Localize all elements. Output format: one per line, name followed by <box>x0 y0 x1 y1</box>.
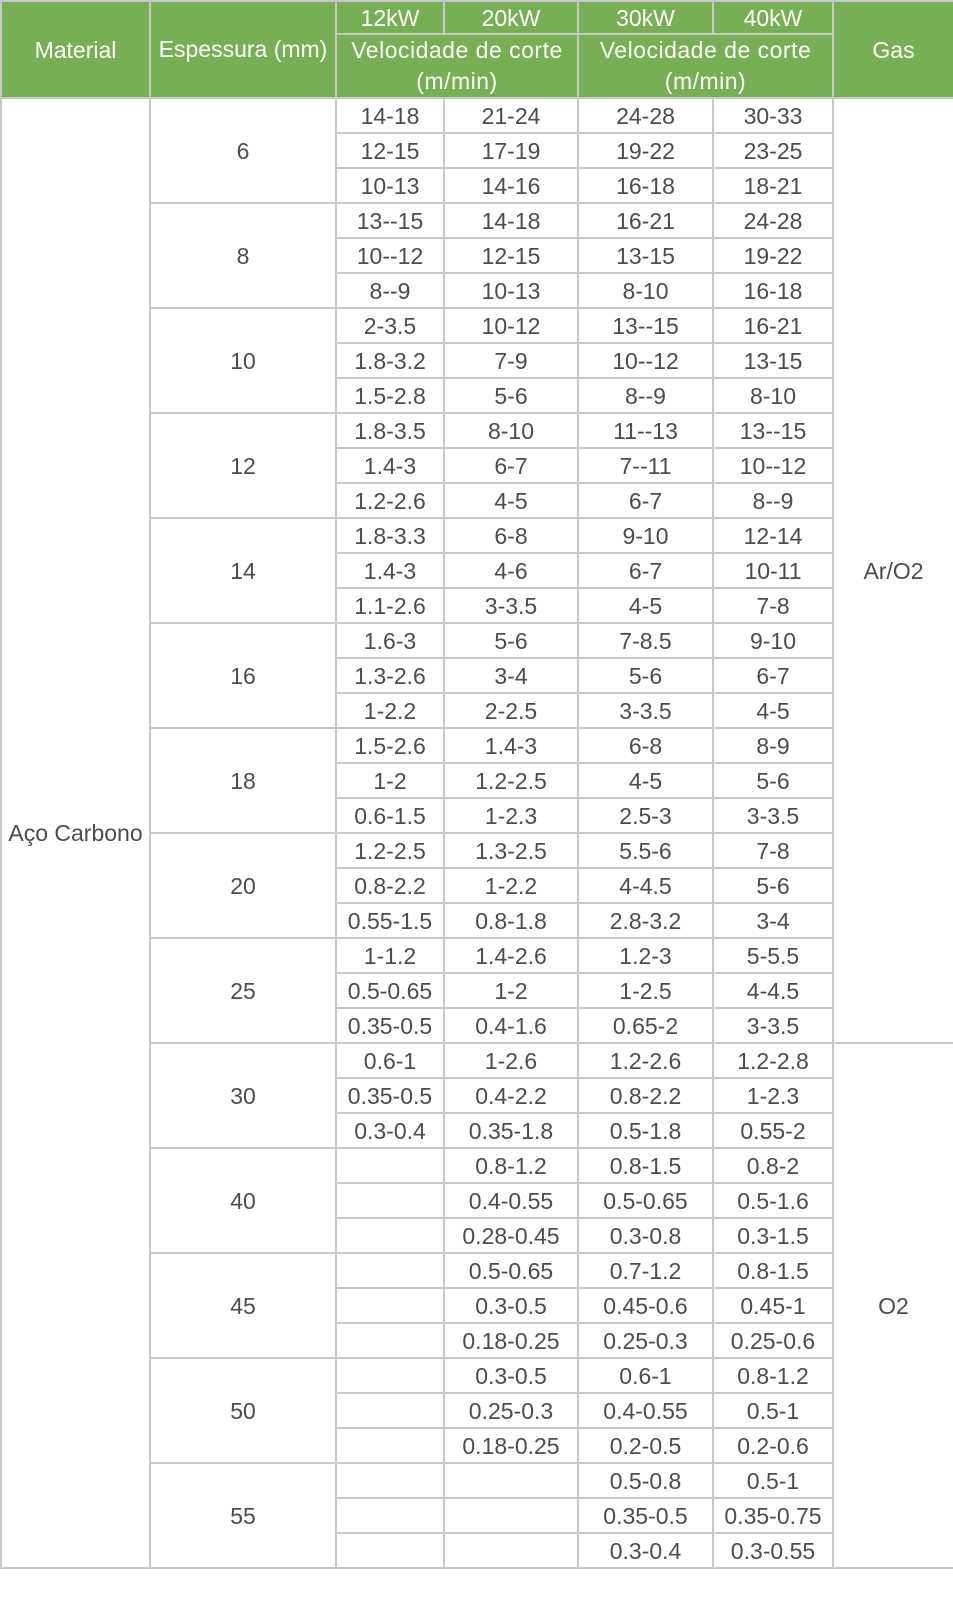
speed-cell: 7-9 <box>444 343 578 378</box>
speed-cell: 0.35-0.5 <box>336 1078 444 1113</box>
thickness-cell: 30 <box>150 1043 336 1148</box>
header-thickness: Espessura (mm) <box>150 1 336 98</box>
speed-cell: 21-24 <box>444 98 578 133</box>
speed-cell: 10--12 <box>336 238 444 273</box>
speed-cell: 16-21 <box>578 203 713 238</box>
speed-cell <box>336 1323 444 1358</box>
speed-cell: 0.5-1.6 <box>713 1183 833 1218</box>
speed-cell: 0.8-2.2 <box>336 868 444 903</box>
speed-cell: 0.25-0.6 <box>713 1323 833 1358</box>
speed-cell: 1.4-3 <box>336 553 444 588</box>
speed-cell: 6-7 <box>578 553 713 588</box>
speed-cell: 16-18 <box>713 273 833 308</box>
speed-cell: 10-12 <box>444 308 578 343</box>
speed-cell: 9-10 <box>713 623 833 658</box>
speed-cell: 9-10 <box>578 518 713 553</box>
speed-cell: 4-5 <box>444 483 578 518</box>
speed-cell: 1.2-3 <box>578 938 713 973</box>
speed-cell: 1-2.2 <box>444 868 578 903</box>
speed-cell: 13--15 <box>713 413 833 448</box>
speed-cell: 0.5-1 <box>713 1393 833 1428</box>
speed-cell: 14-16 <box>444 168 578 203</box>
speed-cell: 1.2-2.6 <box>336 483 444 518</box>
header-material: Material <box>1 1 150 98</box>
speed-cell: 5-6 <box>713 868 833 903</box>
speed-cell <box>444 1463 578 1498</box>
speed-cell: 10-13 <box>336 168 444 203</box>
speed-cell: 4-4.5 <box>713 973 833 1008</box>
speed-cell: 0.35-1.8 <box>444 1113 578 1148</box>
speed-cell: 13-15 <box>578 238 713 273</box>
speed-cell: 5-6 <box>444 623 578 658</box>
speed-cell <box>336 1393 444 1428</box>
speed-cell: 0.65-2 <box>578 1008 713 1043</box>
speed-cell: 0.25-0.3 <box>444 1393 578 1428</box>
speed-cell: 1-1.2 <box>336 938 444 973</box>
speed-cell: 0.3-0.55 <box>713 1533 833 1568</box>
speed-cell: 0.55-2 <box>713 1113 833 1148</box>
speed-cell: 5-6 <box>578 658 713 693</box>
header-gas: Gas <box>833 1 953 98</box>
speed-cell: 0.45-0.6 <box>578 1288 713 1323</box>
thickness-cell: 8 <box>150 203 336 308</box>
speed-cell <box>336 1498 444 1533</box>
speed-cell: 6-8 <box>578 728 713 763</box>
speed-cell: 0.18-0.25 <box>444 1323 578 1358</box>
speed-cell: 16-21 <box>713 308 833 343</box>
header-power-30kw: 30kW <box>578 1 713 34</box>
speed-cell: 0.35-0.75 <box>713 1498 833 1533</box>
speed-cell: 13--15 <box>578 308 713 343</box>
speed-cell: 3-3.5 <box>713 798 833 833</box>
speed-cell: 0.18-0.25 <box>444 1428 578 1463</box>
speed-cell: 0.3-0.5 <box>444 1358 578 1393</box>
speed-cell: 12-15 <box>336 133 444 168</box>
speed-cell: 0.4-2.2 <box>444 1078 578 1113</box>
speed-cell <box>336 1533 444 1568</box>
speed-cell: 1.8-3.3 <box>336 518 444 553</box>
speed-cell <box>336 1288 444 1323</box>
speed-cell: 8--9 <box>578 378 713 413</box>
thickness-cell: 20 <box>150 833 336 938</box>
speed-cell: 0.5-1.8 <box>578 1113 713 1148</box>
speed-cell: 12-14 <box>713 518 833 553</box>
speed-cell: 24-28 <box>578 98 713 133</box>
speed-cell: 0.5-0.8 <box>578 1463 713 1498</box>
header-power-12kw: 12kW <box>336 1 444 34</box>
speed-cell: 6-7 <box>444 448 578 483</box>
speed-cell: 23-25 <box>713 133 833 168</box>
speed-cell: 10-11 <box>713 553 833 588</box>
speed-cell: 0.6-1 <box>578 1358 713 1393</box>
speed-cell: 1.1-2.6 <box>336 588 444 623</box>
speed-cell: 7-8 <box>713 833 833 868</box>
speed-cell: 14-18 <box>336 98 444 133</box>
speed-cell: 4-5 <box>713 693 833 728</box>
speed-cell: 19-22 <box>713 238 833 273</box>
speed-cell: 0.5-0.65 <box>444 1253 578 1288</box>
speed-cell: 3-3.5 <box>578 693 713 728</box>
speed-cell: 0.3-0.4 <box>578 1533 713 1568</box>
speed-cell <box>336 1183 444 1218</box>
speed-cell: 0.5-1 <box>713 1463 833 1498</box>
speed-cell: 4-6 <box>444 553 578 588</box>
speed-cell <box>444 1533 578 1568</box>
speed-cell <box>336 1358 444 1393</box>
speed-cell: 5.5-6 <box>578 833 713 868</box>
speed-cell: 0.6-1.5 <box>336 798 444 833</box>
material-cell: Aço Carbono <box>1 98 150 1568</box>
header-row-1 <box>1 1 953 34</box>
speed-cell <box>336 1218 444 1253</box>
speed-cell: 0.3-0.4 <box>336 1113 444 1148</box>
speed-cell <box>336 1148 444 1183</box>
speed-cell: 1.8-3.2 <box>336 343 444 378</box>
speed-cell: 0.35-0.5 <box>578 1498 713 1533</box>
speed-cell: 2-2.5 <box>444 693 578 728</box>
speed-cell: 0.3-1.5 <box>713 1218 833 1253</box>
gas-cell: Ar/O2 <box>833 98 953 1043</box>
header-speed-high: Velocidade de corte (m/min) <box>578 34 833 98</box>
speed-cell: 2-3.5 <box>336 308 444 343</box>
speed-cell: 0.45-1 <box>713 1288 833 1323</box>
speed-cell: 8-10 <box>578 273 713 308</box>
speed-cell: 0.8-2.2 <box>578 1078 713 1113</box>
speed-cell: 8-9 <box>713 728 833 763</box>
speed-cell: 1.4-2.6 <box>444 938 578 973</box>
speed-cell: 0.8-1.5 <box>713 1253 833 1288</box>
speed-cell: 1-2 <box>444 973 578 1008</box>
speed-cell: 5-6 <box>713 763 833 798</box>
thickness-cell: 40 <box>150 1148 336 1253</box>
speed-cell: 0.3-0.8 <box>578 1218 713 1253</box>
speed-cell: 8-10 <box>713 378 833 413</box>
speed-cell: 1.5-2.8 <box>336 378 444 413</box>
speed-cell: 10-13 <box>444 273 578 308</box>
speed-cell: 1.2-2.5 <box>336 833 444 868</box>
speed-cell: 4-4.5 <box>578 868 713 903</box>
speed-cell: 0.2-0.5 <box>578 1428 713 1463</box>
speed-cell: 16-18 <box>578 168 713 203</box>
table-row <box>1 98 953 133</box>
table-body <box>1 98 953 1568</box>
speed-cell: 2.8-3.2 <box>578 903 713 938</box>
speed-cell: 14-18 <box>444 203 578 238</box>
speed-cell: 1.3-2.6 <box>336 658 444 693</box>
speed-cell: 5-6 <box>444 378 578 413</box>
thickness-cell: 50 <box>150 1358 336 1463</box>
speed-cell: 6-7 <box>713 658 833 693</box>
speed-cell: 7-8 <box>713 588 833 623</box>
speed-cell: 7-8.5 <box>578 623 713 658</box>
speed-cell <box>444 1498 578 1533</box>
speed-cell: 8--9 <box>713 483 833 518</box>
thickness-cell: 16 <box>150 623 336 728</box>
header-power-40kw: 40kW <box>713 1 833 34</box>
speed-cell: 4-5 <box>578 588 713 623</box>
thickness-cell: 10 <box>150 308 336 413</box>
speed-cell: 0.4-0.55 <box>444 1183 578 1218</box>
speed-cell: 0.2-0.6 <box>713 1428 833 1463</box>
header-power-20kw: 20kW <box>444 1 578 34</box>
speed-cell: 8--9 <box>336 273 444 308</box>
speed-cell: 0.3-0.5 <box>444 1288 578 1323</box>
speed-cell: 0.4-1.6 <box>444 1008 578 1043</box>
speed-cell: 3-3.5 <box>444 588 578 623</box>
speed-cell: 11--13 <box>578 413 713 448</box>
speed-cell: 13-15 <box>713 343 833 378</box>
speed-cell: 19-22 <box>578 133 713 168</box>
speed-cell: 6-7 <box>578 483 713 518</box>
speed-cell: 1.2-2.5 <box>444 763 578 798</box>
thickness-cell: 12 <box>150 413 336 518</box>
speed-cell <box>336 1428 444 1463</box>
speed-cell <box>336 1463 444 1498</box>
speed-cell: 17-19 <box>444 133 578 168</box>
speed-cell: 10--12 <box>713 448 833 483</box>
speed-cell: 6-8 <box>444 518 578 553</box>
speed-cell: 1-2.5 <box>578 973 713 1008</box>
speed-cell: 24-28 <box>713 203 833 238</box>
speed-cell: 0.7-1.2 <box>578 1253 713 1288</box>
speed-cell: 2.5-3 <box>578 798 713 833</box>
speed-cell: 30-33 <box>713 98 833 133</box>
speed-cell: 3-3.5 <box>713 1008 833 1043</box>
speed-cell: 0.5-0.65 <box>336 973 444 1008</box>
thickness-cell: 25 <box>150 938 336 1043</box>
speed-cell: 0.55-1.5 <box>336 903 444 938</box>
speed-cell: 1.4-3 <box>336 448 444 483</box>
thickness-cell: 55 <box>150 1463 336 1568</box>
speed-cell: 0.8-1.2 <box>444 1148 578 1183</box>
thickness-cell: 18 <box>150 728 336 833</box>
speed-cell: 1.3-2.5 <box>444 833 578 868</box>
speed-cell: 3-4 <box>713 903 833 938</box>
speed-cell: 12-15 <box>444 238 578 273</box>
speed-cell: 0.8-1.5 <box>578 1148 713 1183</box>
speed-cell: 3-4 <box>444 658 578 693</box>
speed-cell: 1-2.3 <box>713 1078 833 1113</box>
gas-cell: O2 <box>833 1043 953 1568</box>
speed-cell: 1-2.2 <box>336 693 444 728</box>
speed-cell: 1.5-2.6 <box>336 728 444 763</box>
thickness-cell: 14 <box>150 518 336 623</box>
thickness-cell: 45 <box>150 1253 336 1358</box>
speed-cell: 1.2-2.8 <box>713 1043 833 1078</box>
speed-cell: 0.8-1.8 <box>444 903 578 938</box>
speed-cell: 13--15 <box>336 203 444 238</box>
speed-cell: 1-2 <box>336 763 444 798</box>
speed-cell: 1.4-3 <box>444 728 578 763</box>
speed-cell: 10--12 <box>578 343 713 378</box>
speed-cell: 0.28-0.45 <box>444 1218 578 1253</box>
speed-cell: 1.8-3.5 <box>336 413 444 448</box>
speed-cell: 8-10 <box>444 413 578 448</box>
speed-cell: 0.8-1.2 <box>713 1358 833 1393</box>
speed-cell: 7--11 <box>578 448 713 483</box>
speed-cell: 4-5 <box>578 763 713 798</box>
thickness-cell: 6 <box>150 98 336 203</box>
speed-cell: 1-2.3 <box>444 798 578 833</box>
speed-cell: 0.5-0.65 <box>578 1183 713 1218</box>
header-speed-low: Velocidade de corte (m/min) <box>336 34 578 98</box>
speed-cell: 0.25-0.3 <box>578 1323 713 1358</box>
speed-cell: 1-2.6 <box>444 1043 578 1078</box>
speed-cell: 5-5.5 <box>713 938 833 973</box>
speed-cell: 0.8-2 <box>713 1148 833 1183</box>
speed-cell: 0.35-0.5 <box>336 1008 444 1043</box>
speed-cell: 18-21 <box>713 168 833 203</box>
speed-cell: 0.4-0.55 <box>578 1393 713 1428</box>
speed-cell: 0.6-1 <box>336 1043 444 1078</box>
speed-cell: 1.6-3 <box>336 623 444 658</box>
speed-cell <box>336 1253 444 1288</box>
speed-cell: 1.2-2.6 <box>578 1043 713 1078</box>
